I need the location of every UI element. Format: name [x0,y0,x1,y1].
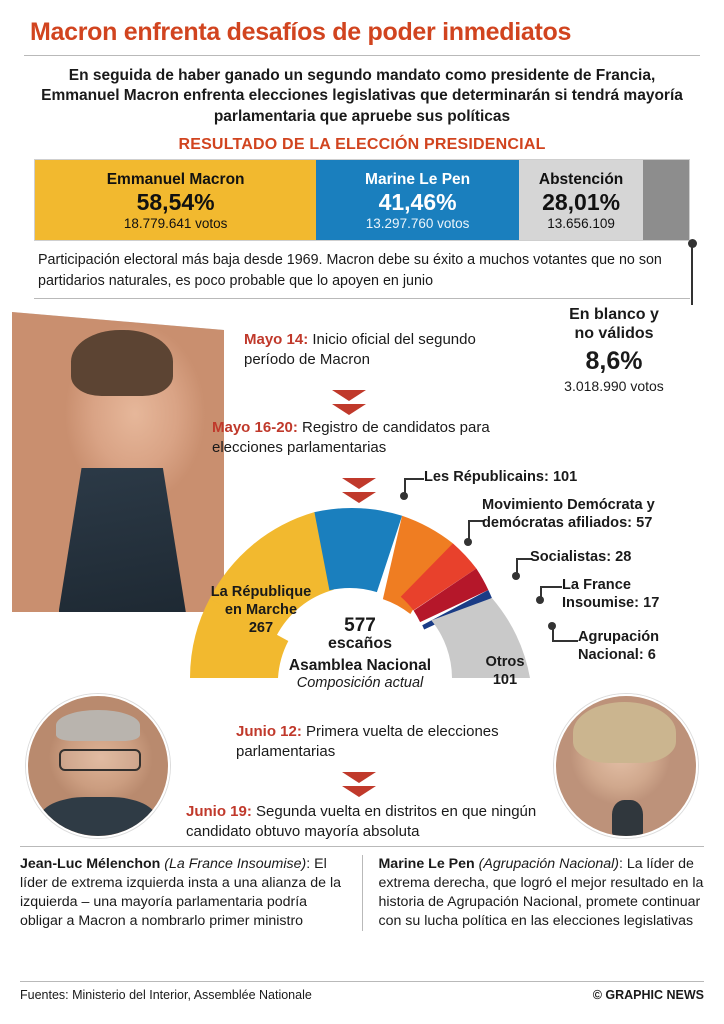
leader-line-lfi-h [540,586,562,588]
blank-votes-connector-line [691,243,693,305]
lrem-label-line1: La République [210,584,312,600]
timeline-item-jun12 [236,722,516,762]
caption-divider [34,298,690,299]
photo-lepen-hair [573,702,677,764]
timeline-text-jun12: Primera vuelta de elecciones parlamentarias [236,723,499,761]
result-name-abstention: Abstención [538,171,624,189]
callout-la-france-insoumise: La France Insoumise: 17 [562,577,660,612]
quote-lepen-text: : La líder de extrema derecha, que logró el mejor resultado en la historia de Agrupación Nacional, promete continuar con su lucha política en las elecciones legislativas [378,856,704,929]
glasses-icon [59,749,141,771]
quote-lepen-party: (Agrupación Nacional) [478,856,620,872]
leader-line-modem-v [468,520,470,542]
photo-melenchon-suit [39,797,157,838]
timeline-text-jun19: Segunda vuelta en distritos en que ningún candidato obtuvo mayoría absoluta [186,803,537,841]
standfirst-text: En seguida de haber ganado un segundo mandato como presidente de Francia, Emmanuel Macron enfrenta elecciones legislativas que determinarán si tendrá mayoría parlamentaria que apruebe sus políticas [41,67,683,125]
page-title: Macron enfrenta desafíos de poder inmediatos [30,18,572,46]
result-cell-abstention [519,160,643,240]
blank-votes-count: 3.018.990 votos [564,378,664,395]
footer [20,981,704,1002]
otros-seats: 101 [492,671,518,688]
timeline-date-may14: Mayo 14: [244,331,309,348]
blank-votes-title-line2: no válidos [574,325,654,343]
chevron-down-icon [332,390,366,416]
blank-votes-block [528,305,700,394]
quote-lepen-name: Marine Le Pen [378,856,475,872]
chevron-down-icon [342,772,376,798]
quotes-section [20,846,704,931]
turnout-caption: Participación electoral más baja desde 1969. Macron debe su éxito a muchos votantes que no son partidarios naturales, es poco probable que lo apoyen en junio [38,252,662,289]
timeline-date-may16: Mayo 16-20: [212,419,298,436]
total-seats-number: 577 [344,615,376,636]
timeline-item-may14 [244,330,504,370]
timeline-date-jun19: Junio 19: [186,803,252,820]
otros-label-text: Otros [485,654,525,670]
lrem-seats: 267 [248,619,274,636]
result-pct-abstention: 28,01% [542,189,621,216]
leader-line-les-republicains-v [404,478,406,496]
quotes-divider [362,855,363,931]
result-votes-macron: 18.779.641 votos [123,215,228,231]
assembly-subtitle: Composición actual [296,674,424,691]
result-cell-blank-segment [643,160,689,240]
leader-line-rn-h [552,640,578,642]
timeline-item-may16 [212,418,522,458]
result-cell-lepen [316,160,519,240]
blank-votes-title-line1: En blanco y [569,306,659,323]
photo-jean-luc-melenchon [26,694,170,838]
lrem-label-line2: en Marche [224,601,298,618]
result-name-macron: Emmanuel Macron [106,171,245,189]
result-cell-macron [35,160,316,240]
callout-les-republicains: Les Républicains: 101 [424,469,578,485]
timeline-text-may14: Inicio oficial del segundo período de Macron [244,331,476,369]
presidential-result-bar [34,159,690,241]
quote-lepen [378,855,704,931]
header-divider [24,55,700,56]
quote-melenchon-party: (La France Insoumise) [164,856,307,872]
quote-melenchon [20,855,346,931]
label-la-republique-en-marche [196,584,326,637]
total-seats-word: escaños [327,634,393,652]
footer-brand: © GRAPHIC NEWS [592,988,704,1002]
result-section-title: RESULTADO DE LA ELECCIÓN PRESIDENCIAL [178,136,546,154]
result-votes-lepen: 13.297.760 votos [365,215,470,231]
photo-macron-hair [71,330,173,396]
callout-movimiento-democrata: Movimiento Demócrata y demócratas afiliados: 57 [482,497,655,532]
microphone-icon [612,800,643,836]
blank-votes-pct: 8,6% [585,347,643,376]
quote-melenchon-name: Jean-Luc Mélenchon [20,856,161,872]
result-pct-lepen: 41,46% [378,189,457,216]
leader-line-les-republicains-h [404,478,424,480]
assembly-name: Asamblea Nacional [288,656,432,674]
result-pct-macron: 58,54% [136,189,215,216]
label-otros [470,654,540,690]
timeline-item-jun19 [186,802,566,842]
result-votes-abstention: 13.656.109 [547,215,615,231]
callout-socialistas: Socialistas: 28 [530,549,632,565]
footer-sources: Fuentes: Ministerio del Interior, Assemblée Nationale [20,988,312,1002]
leader-line-lfi-v [540,586,542,600]
quote-melenchon-text: : El líder de extrema izquierda insta a una alianza de la izquierda – una mayoría parlamentaria podría obligar a Macron a nombrarlo primer ministro [20,856,341,929]
photo-marine-le-pen [554,694,698,838]
leader-line-socialistas-v [516,558,518,576]
timeline-text-may16: Registro de candidatos para elecciones parlamentarias [212,419,490,457]
callout-agrupacion-nacional: Agrupación Nacional: 6 [578,629,660,664]
timeline-date-jun12: Junio 12: [236,723,302,740]
result-name-lepen: Marine Le Pen [365,171,471,189]
photo-melenchon-hair [56,710,140,741]
